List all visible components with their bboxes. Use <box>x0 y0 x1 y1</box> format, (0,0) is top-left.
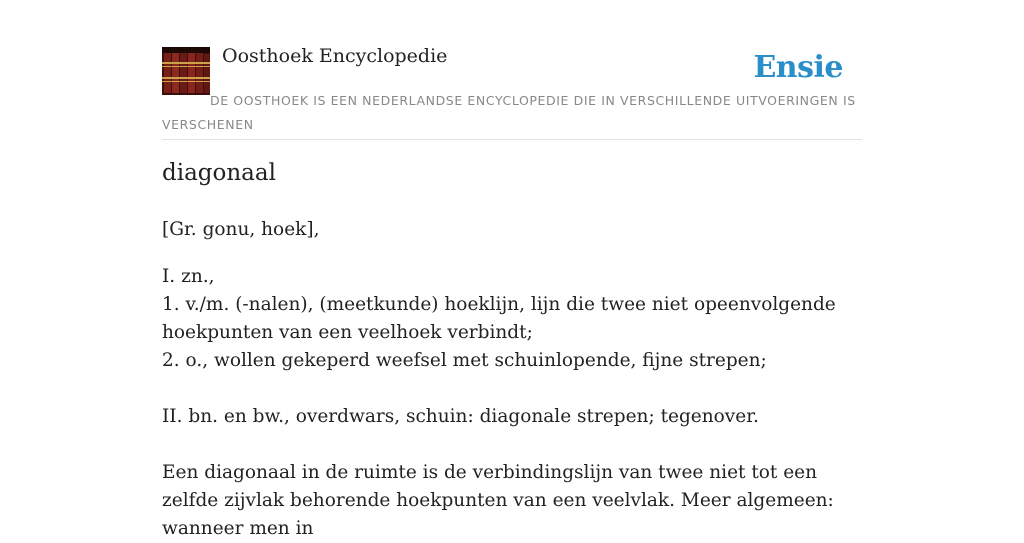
encyclopedia-books-icon <box>162 47 210 95</box>
etymology: [Gr. gonu, hoek], <box>162 219 320 240</box>
spacer <box>162 375 862 403</box>
header <box>162 0 862 140</box>
article-title: diagonaal <box>162 160 276 186</box>
definition-1: 1. v./m. (-nalen), (meetkunde) hoeklijn, lijn die twee niet opeenvolgende hoekpunten van een veelhoek verbindt; <box>162 294 836 343</box>
publication-tagline: DE OOSTHOEK IS EEN NEDERLANDSE ENCYCLOPEDIE DIE IN VERSCHILLENDE UITVOERINGEN IS VERSCHENEN <box>162 93 856 132</box>
publication-name[interactable]: Oosthoek Encyclopedie <box>222 45 448 67</box>
page <box>162 0 862 539</box>
publication-avatar[interactable] <box>162 47 210 95</box>
spacer <box>162 431 862 459</box>
definition-part-1-heading: I. zn., <box>162 266 215 287</box>
definition-2: 2. o., wollen gekeperd weefsel met schuinlopende, fijne strepen; <box>162 350 767 371</box>
definition-part-2: II. bn. en bw., overdwars, schuin: diagonale strepen; tegenover. <box>162 406 759 427</box>
ensie-logo-link[interactable]: Ensie <box>753 50 843 85</box>
article-body <box>162 216 862 543</box>
article-paragraph: Een diagonaal in de ruimte is de verbindingslijn van twee niet tot een zelfde zijvlak behorende hoekpunten van een veelvlak. Meer algemeen: wanneer men in <box>162 462 834 539</box>
